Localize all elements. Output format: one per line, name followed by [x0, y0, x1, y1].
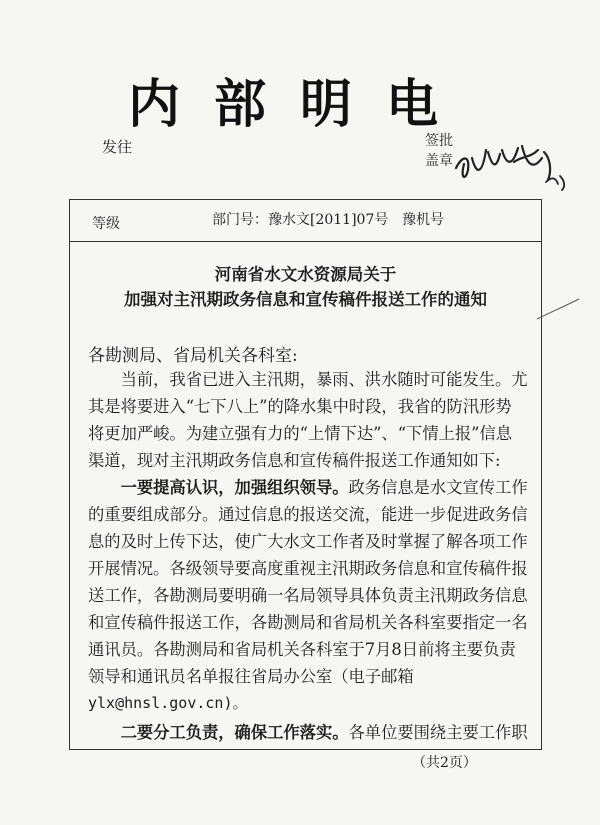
handwritten-signature: [452, 128, 570, 198]
approval-label: 签批: [425, 133, 453, 149]
body-line: 渠道，现对主汛期政务信息和宣传稿件报送工作通知如下:: [88, 451, 501, 470]
page-count-note: （共2页）: [412, 755, 477, 771]
body-line: 通讯员。各勘测局和省局机关各科室于7月8日前将主要负责: [88, 640, 516, 659]
send-to-label: 发往: [102, 138, 133, 156]
stamp-label: 盖章: [425, 153, 453, 169]
document-title: 内部明电: [127, 75, 472, 135]
body-line: 将更加严峻。为建立强有力的“上情下达”、“下情上报”信息: [88, 424, 513, 443]
department-number: 部门号：豫水文[2011]07号: [212, 212, 389, 228]
notice-title-line-1: 河南省水文水资源局关于: [214, 265, 397, 284]
body-line: 二要分工负责，确保工作落实。各单位要围绕主要工作职: [88, 723, 528, 742]
grade-label: 等级: [92, 216, 120, 232]
body-line: 一要提高认识，加强组织领导。政务信息是水文宣传工作: [88, 478, 528, 497]
body-line: 其是将要进入“七下八上”的降水集中时段，我省的防汛形势: [88, 397, 512, 416]
pen-mark: [535, 297, 581, 321]
notice-title-line-2: 加强对主汛期政务信息和宣传稿件报送工作的通知: [124, 290, 487, 309]
body-line: 和宣传稿件报送工作，各勘测局和省局机关各科室要指定一名: [88, 613, 528, 632]
body-line: 送工作，各勘测局要明确一名局领导具体负责主汛期政务信息: [88, 586, 528, 605]
body-line: 息的及时上传下达，使广大水文工作者及时掌握了解各项工作: [88, 532, 528, 551]
body-line-email: ylx@hnsl.gov.cn)。: [88, 694, 248, 712]
body-line: 的重要组成部分。通过信息的报送交流，能进一步促进政务信: [88, 505, 528, 524]
body-line: 领导和通讯员名单报往省局办公室（电子邮箱: [88, 667, 414, 686]
machine-number-label: 豫机号: [402, 212, 444, 228]
body-line: 开展情况。各级领导要高度重视主汛期政务信息和宣传稿件报: [88, 559, 528, 578]
header-divider: [69, 241, 542, 242]
body-line: 当前，我省已进入主汛期，暴雨、洪水随时可能发生。尤: [88, 370, 528, 389]
salutation: 各勘测局、省局机关各科室:: [88, 346, 298, 366]
